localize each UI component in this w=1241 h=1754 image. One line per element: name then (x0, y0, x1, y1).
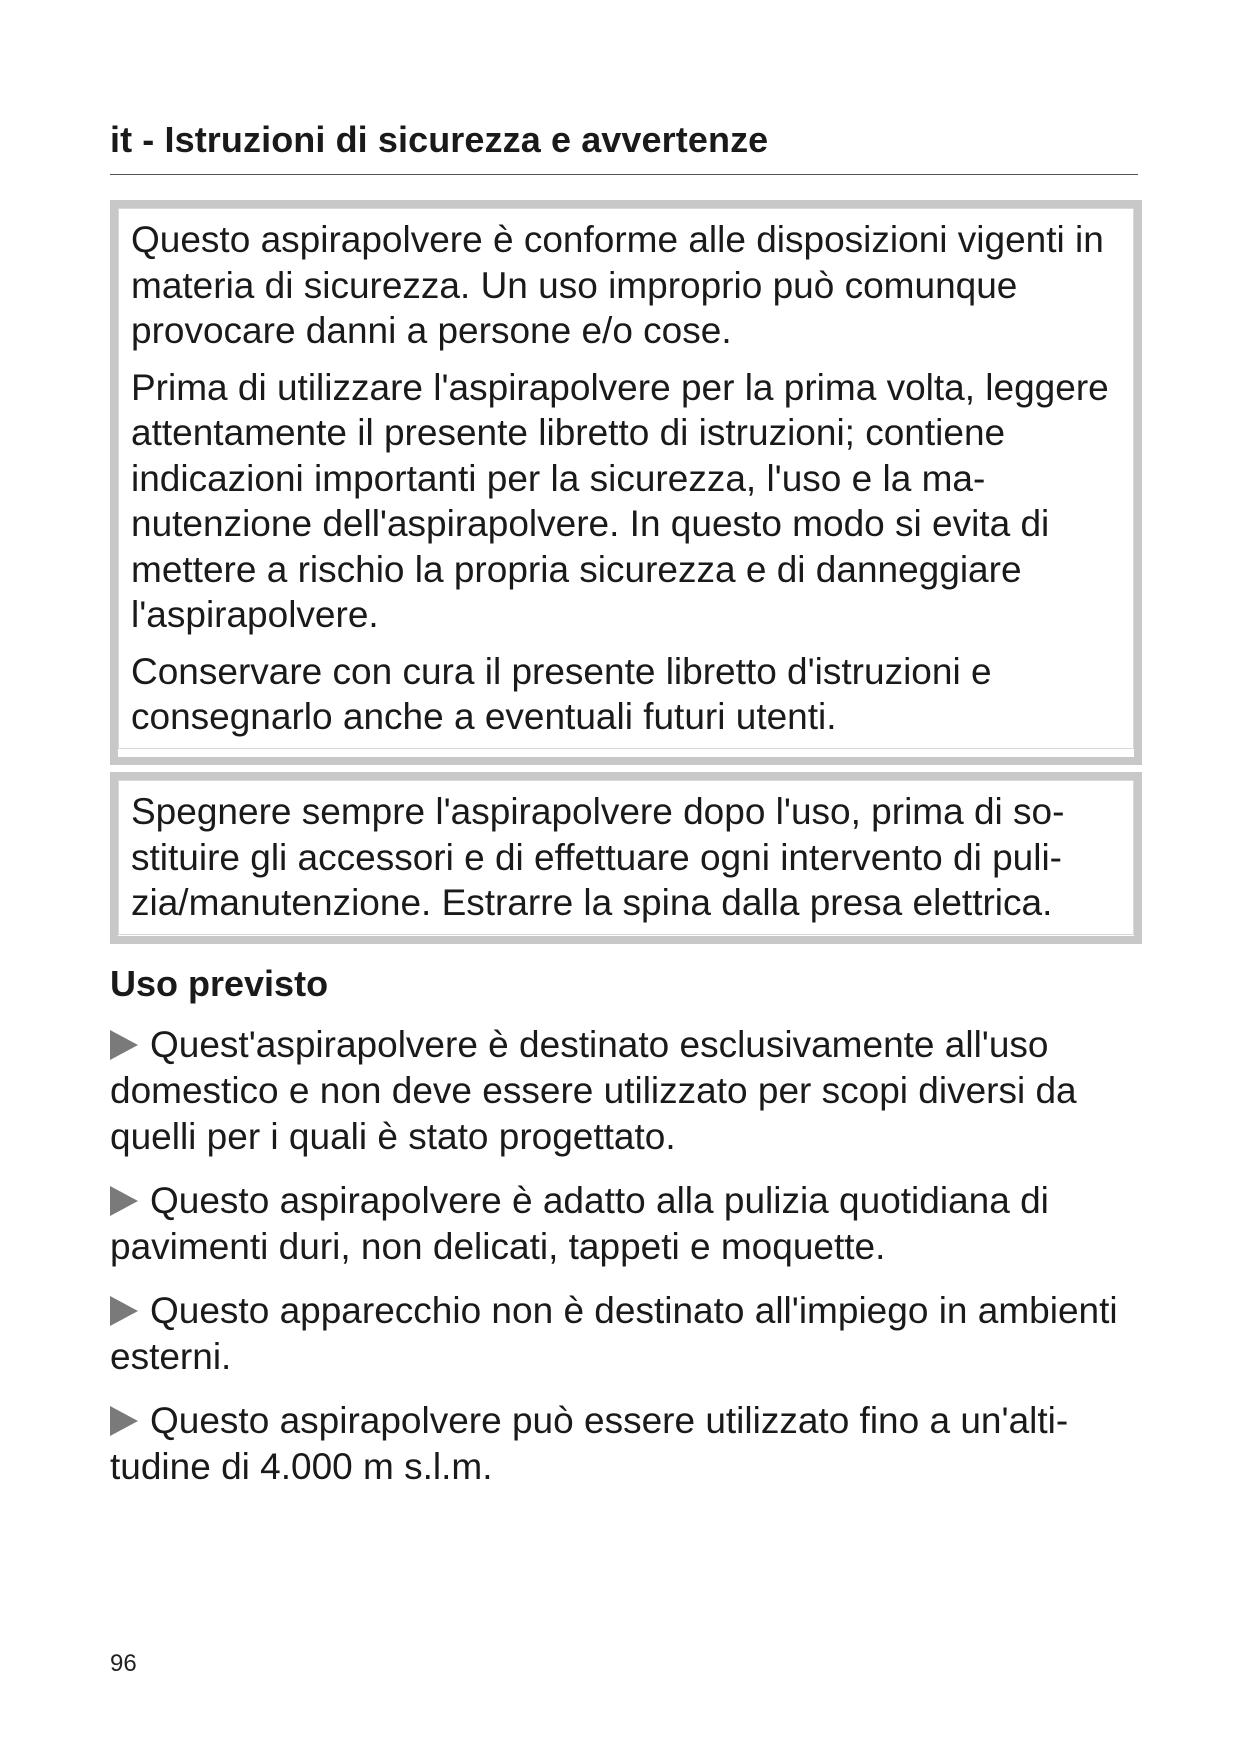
list-item (110, 1398, 1150, 1490)
list-item (110, 1022, 1150, 1160)
list-item-text: Questo apparecchio non è destinato all'impiego in ambienti esterni. (110, 1290, 1118, 1377)
safety-paragraph: Prima di utilizzare l'aspirapolvere per la prima volta, leggere attentamente il presente libretto di istruzioni; contiene indicazioni importanti per la sicurezza, l'uso e la manutenzione dell'aspirapolvere. In questo modo si evita di mettere a rischio la propria sicurezza e di danneggiare l'aspirapolvere. (131, 366, 1109, 635)
list-item (110, 1288, 1150, 1380)
warning-content (118, 780, 1134, 935)
triangle-right-icon (110, 1296, 138, 1326)
triangle-right-icon (110, 1406, 138, 1436)
section-title-uso-previsto: Uso previsto (110, 963, 329, 1004)
safety-paragraph: Questo aspirapolvere è conforme alle disposizioni vigenti in materia di sicurezza. Un uso improprio può comunque provocare danni a persone e/o cose. (131, 219, 1104, 351)
safety-notice-box (110, 200, 1142, 765)
triangle-right-icon (110, 1030, 138, 1060)
safety-paragraph: Conservare con cura il presente libretto d'istruzioni e consegnarlo anche a eventuali futuri utenti. (131, 650, 992, 737)
list-item-text: Quest'aspirapolvere è destinato esclusivamente all'uso domestico e non deve essere utilizzato per scopi diversi da quelli per i quali è stato progettato. (110, 1024, 1077, 1157)
list-item (110, 1178, 1150, 1270)
list-item-text: Questo aspirapolvere può essere utilizzato fino a un'altitudine di 4.000 m s.l.m. (110, 1400, 1069, 1487)
warning-paragraph: Spegnere sempre l'aspirapolvere dopo l'uso, prima di sostituire gli accessori e di effettuare ogni intervento di pulizia/manutenzione. Estrarre la spina dalla presa elettrica. (131, 791, 1065, 923)
list-item-text: Questo aspirapolvere è adatto alla pulizia quotidiana di pavimenti duri, non delicati, tappeti e moquette. (110, 1180, 1049, 1267)
triangle-right-icon (110, 1186, 138, 1216)
page-header-title: it - Istruzioni di sicurezza e avvertenze (110, 118, 1138, 175)
safety-notice-content (118, 208, 1134, 749)
warning-box (110, 772, 1142, 944)
intended-use-list (110, 1022, 1150, 1508)
page-number: 96 (110, 1650, 137, 1677)
